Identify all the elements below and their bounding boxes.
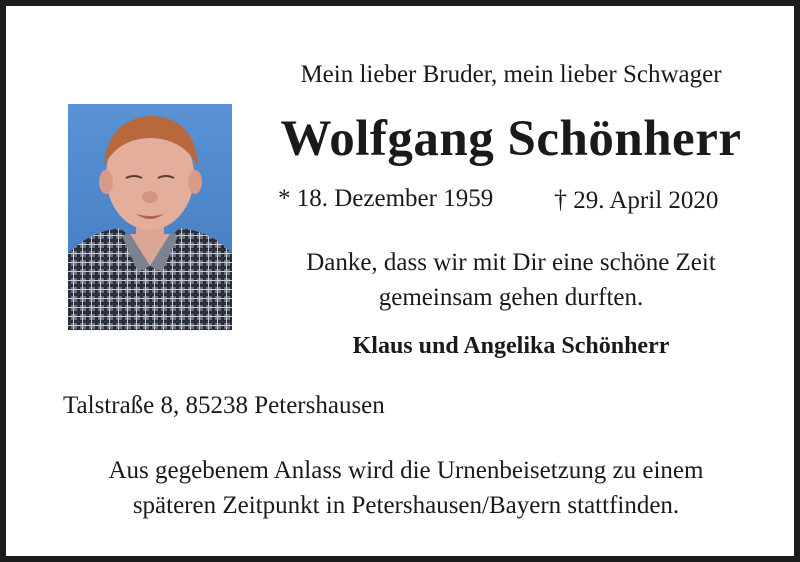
family-signature: Klaus und Angelika Schönherr — [352, 333, 670, 359]
burial-notice — [6, 453, 800, 523]
thanks-line-1: Danke, dass wir mit Dir eine schöne Zeit — [306, 249, 716, 276]
birth-date: * 18. Dezember 1959 — [278, 185, 494, 212]
death-date-line — [554, 185, 718, 215]
address: Talstraße 8, 85238 Petershausen — [63, 392, 385, 419]
cross-icon: † — [554, 185, 567, 214]
burial-line-2: späteren Zeitpunkt in Petershausen/Bayern stattfinden. — [132, 492, 680, 519]
thanks-line-2: gemeinsam gehen durften. — [378, 284, 644, 311]
thanks-text — [261, 245, 761, 315]
deceased-name: Wolfgang Schönherr — [280, 111, 742, 167]
portrait-photo — [68, 104, 232, 330]
portrait-image — [68, 104, 232, 330]
intro-text: Mein lieber Bruder, mein lieber Schwager — [300, 61, 722, 88]
burial-line-1: Aus gegebenem Anlass wird die Urnenbeisetzung zu einem — [108, 457, 704, 484]
death-date: 29. April 2020 — [573, 187, 719, 214]
